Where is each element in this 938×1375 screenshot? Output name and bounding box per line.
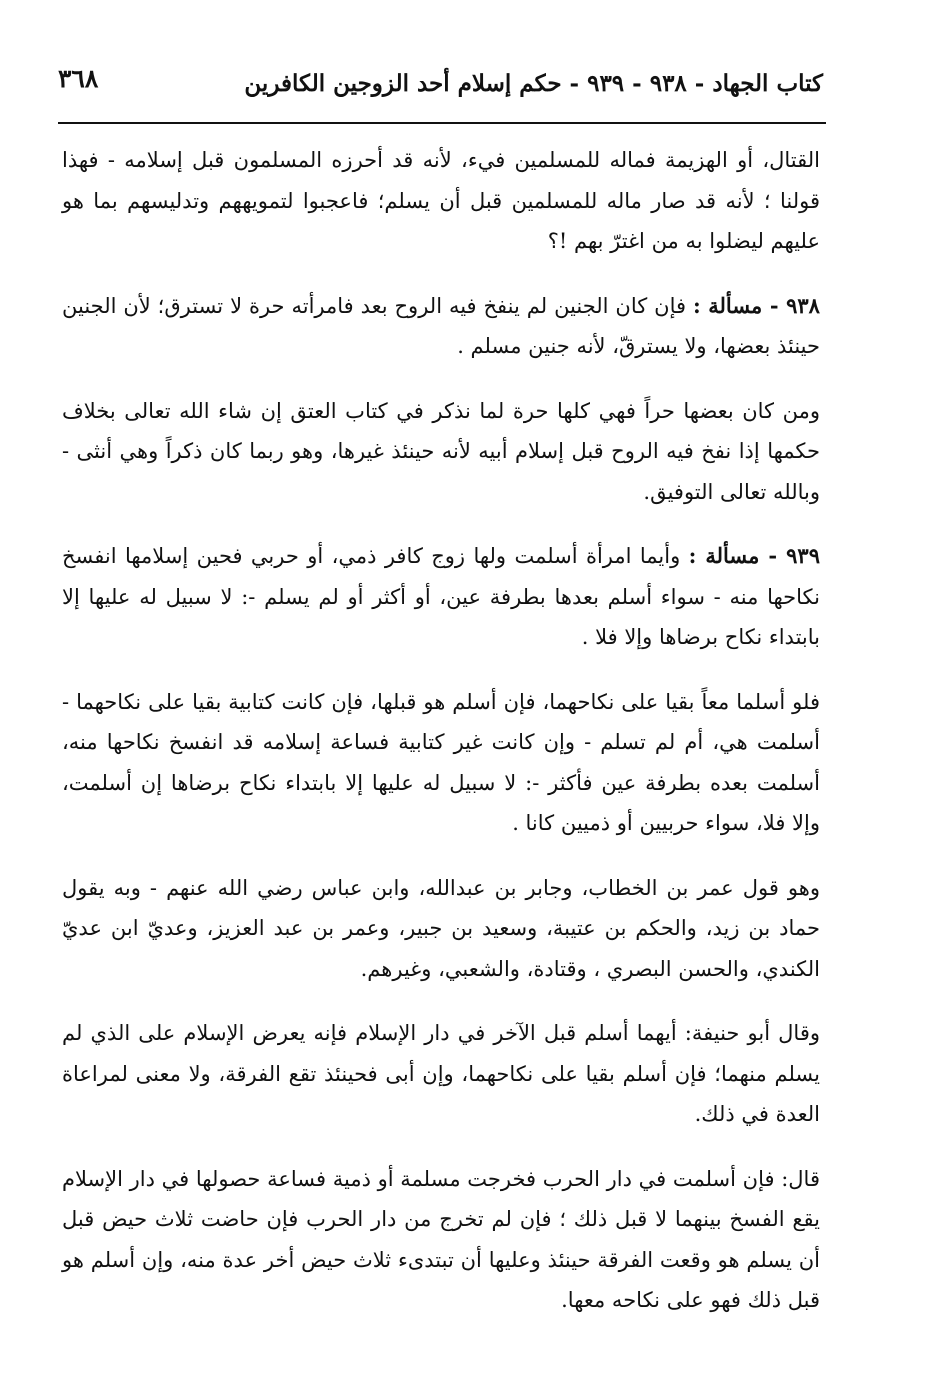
paragraph-text: وأيما امرأة أسلمت ولها زوج كافر ذمي، أو حربي فحين إسلامها انفسخ نكاحها منه - سواء أسلم بعدها بطرفة عين، أو أكثر أو لم يسلم -: لا سبيل له عليها إلا بابتداء نكاح برضاها وإلا فلا .: [62, 544, 820, 649]
paragraph-text: القتال، أو الهزيمة فماله للمسلمين فيء، لأنه قد أحرزه المسلمون قبل إسلامه - فهذا قولنا ؛ لأنه قد صار ماله للمسلمين قبل أن يسلم؛ فاعجبوا لتمويههم وتدليسهم بما هو عليهم ليضلوا به من اغترّ بهم !؟: [62, 148, 820, 253]
paragraph: [62, 140, 820, 262]
issue-number: ٩٣٩ - مسألة :: [688, 543, 820, 568]
paragraph-text: وقال أبو حنيفة: أيهما أسلم قبل الآخر في دار الإسلام فإنه يعرض الإسلام على الذي لم يسلم منهما؛ فإن أسلم بقيا على نكاحهما، وإن أبى فحينئذ تقع الفرقة، ولا معنى لمراعاة العدة في ذلك.: [62, 1021, 820, 1126]
paragraph-text: ومن كان بعضها حراً فهي كلها حرة لما نذكر في كتاب العتق إن شاء الله تعالى بخلاف حكمها إذا نفخ فيه الروح قبل إسلام أبيه لأنه حينئذ غيرها، وهو ربما كان ذكراً وهي أنثى - وبالله تعالى التوفيق.: [62, 398, 820, 504]
paragraph-text: وهو قول عمر بن الخطاب، وجابر بن عبدالله، وابن عباس رضي الله عنهم - وبه يقول حماد بن زيد، والحكم بن عتيبة، وسعيد بن جبير، وعمر بن عبد العزيز، وعديّ ابن عديّ الكندي، والحسن البصري ، وقتادة، والشعبي، وغيرهم.: [62, 875, 820, 981]
page-number: ٣٦٨: [58, 64, 99, 93]
paragraph-text: فإن كان الجنين لم ينفخ فيه الروح بعد فامرأته حرة لا تسترق؛ لأن الجنين حينئذ بعضها، ولا يسترقّ، لأنه جنين مسلم .: [62, 293, 820, 358]
paragraph-text: قال: فإن أسلمت في دار الحرب فخرجت مسلمة أو ذمية فساعة حصولها في دار الإسلام يقع الفسخ بينهما لا قبل ذلك ؛ فإن لم تخرج من دار الحرب فإن حاضت ثلاث حيض قبل أن يسلم هو وقعت الفرقة حينئذ وعليها أن تبتدىء ثلاث حيض أخر عدة منه، وإن أسلم هو قبل ذلك فهو على نكاحه معها.: [62, 1166, 820, 1312]
paragraph: [62, 682, 820, 844]
paragraph: [62, 1159, 820, 1321]
page-body: [62, 140, 820, 1335]
paragraph: [62, 391, 820, 513]
issue-number: ٩٣٨ - مسألة :: [692, 292, 820, 318]
issue-paragraph: [62, 286, 820, 367]
paragraph: [62, 1013, 820, 1135]
paragraph: [62, 868, 820, 990]
running-title: كتاب الجهاد - ٩٣٨ - ٩٣٩ - حكم إسلام أحد الزوجين الكافرين: [244, 70, 823, 97]
paragraph-text: فلو أسلما معاً بقيا على نكاحهما، فإن أسلم هو قبلها، فإن كانت كتابية بقيا على نكاحهما - أسلمت هي، أم لم تسلم - وإن كانت غير كتابية فساعة إسلامه قد انفسخ نكاحها منه، أسلمت بعده بطرفة عين فأكثر -: لا سبيل له عليها إلا بابتداء نكاح برضاها إن أسلمت، وإلا فلا، سواء حربيين أو ذميين كانا .: [62, 689, 820, 835]
issue-paragraph: [62, 536, 820, 658]
header-divider: [58, 122, 826, 124]
page-header: [58, 60, 823, 122]
